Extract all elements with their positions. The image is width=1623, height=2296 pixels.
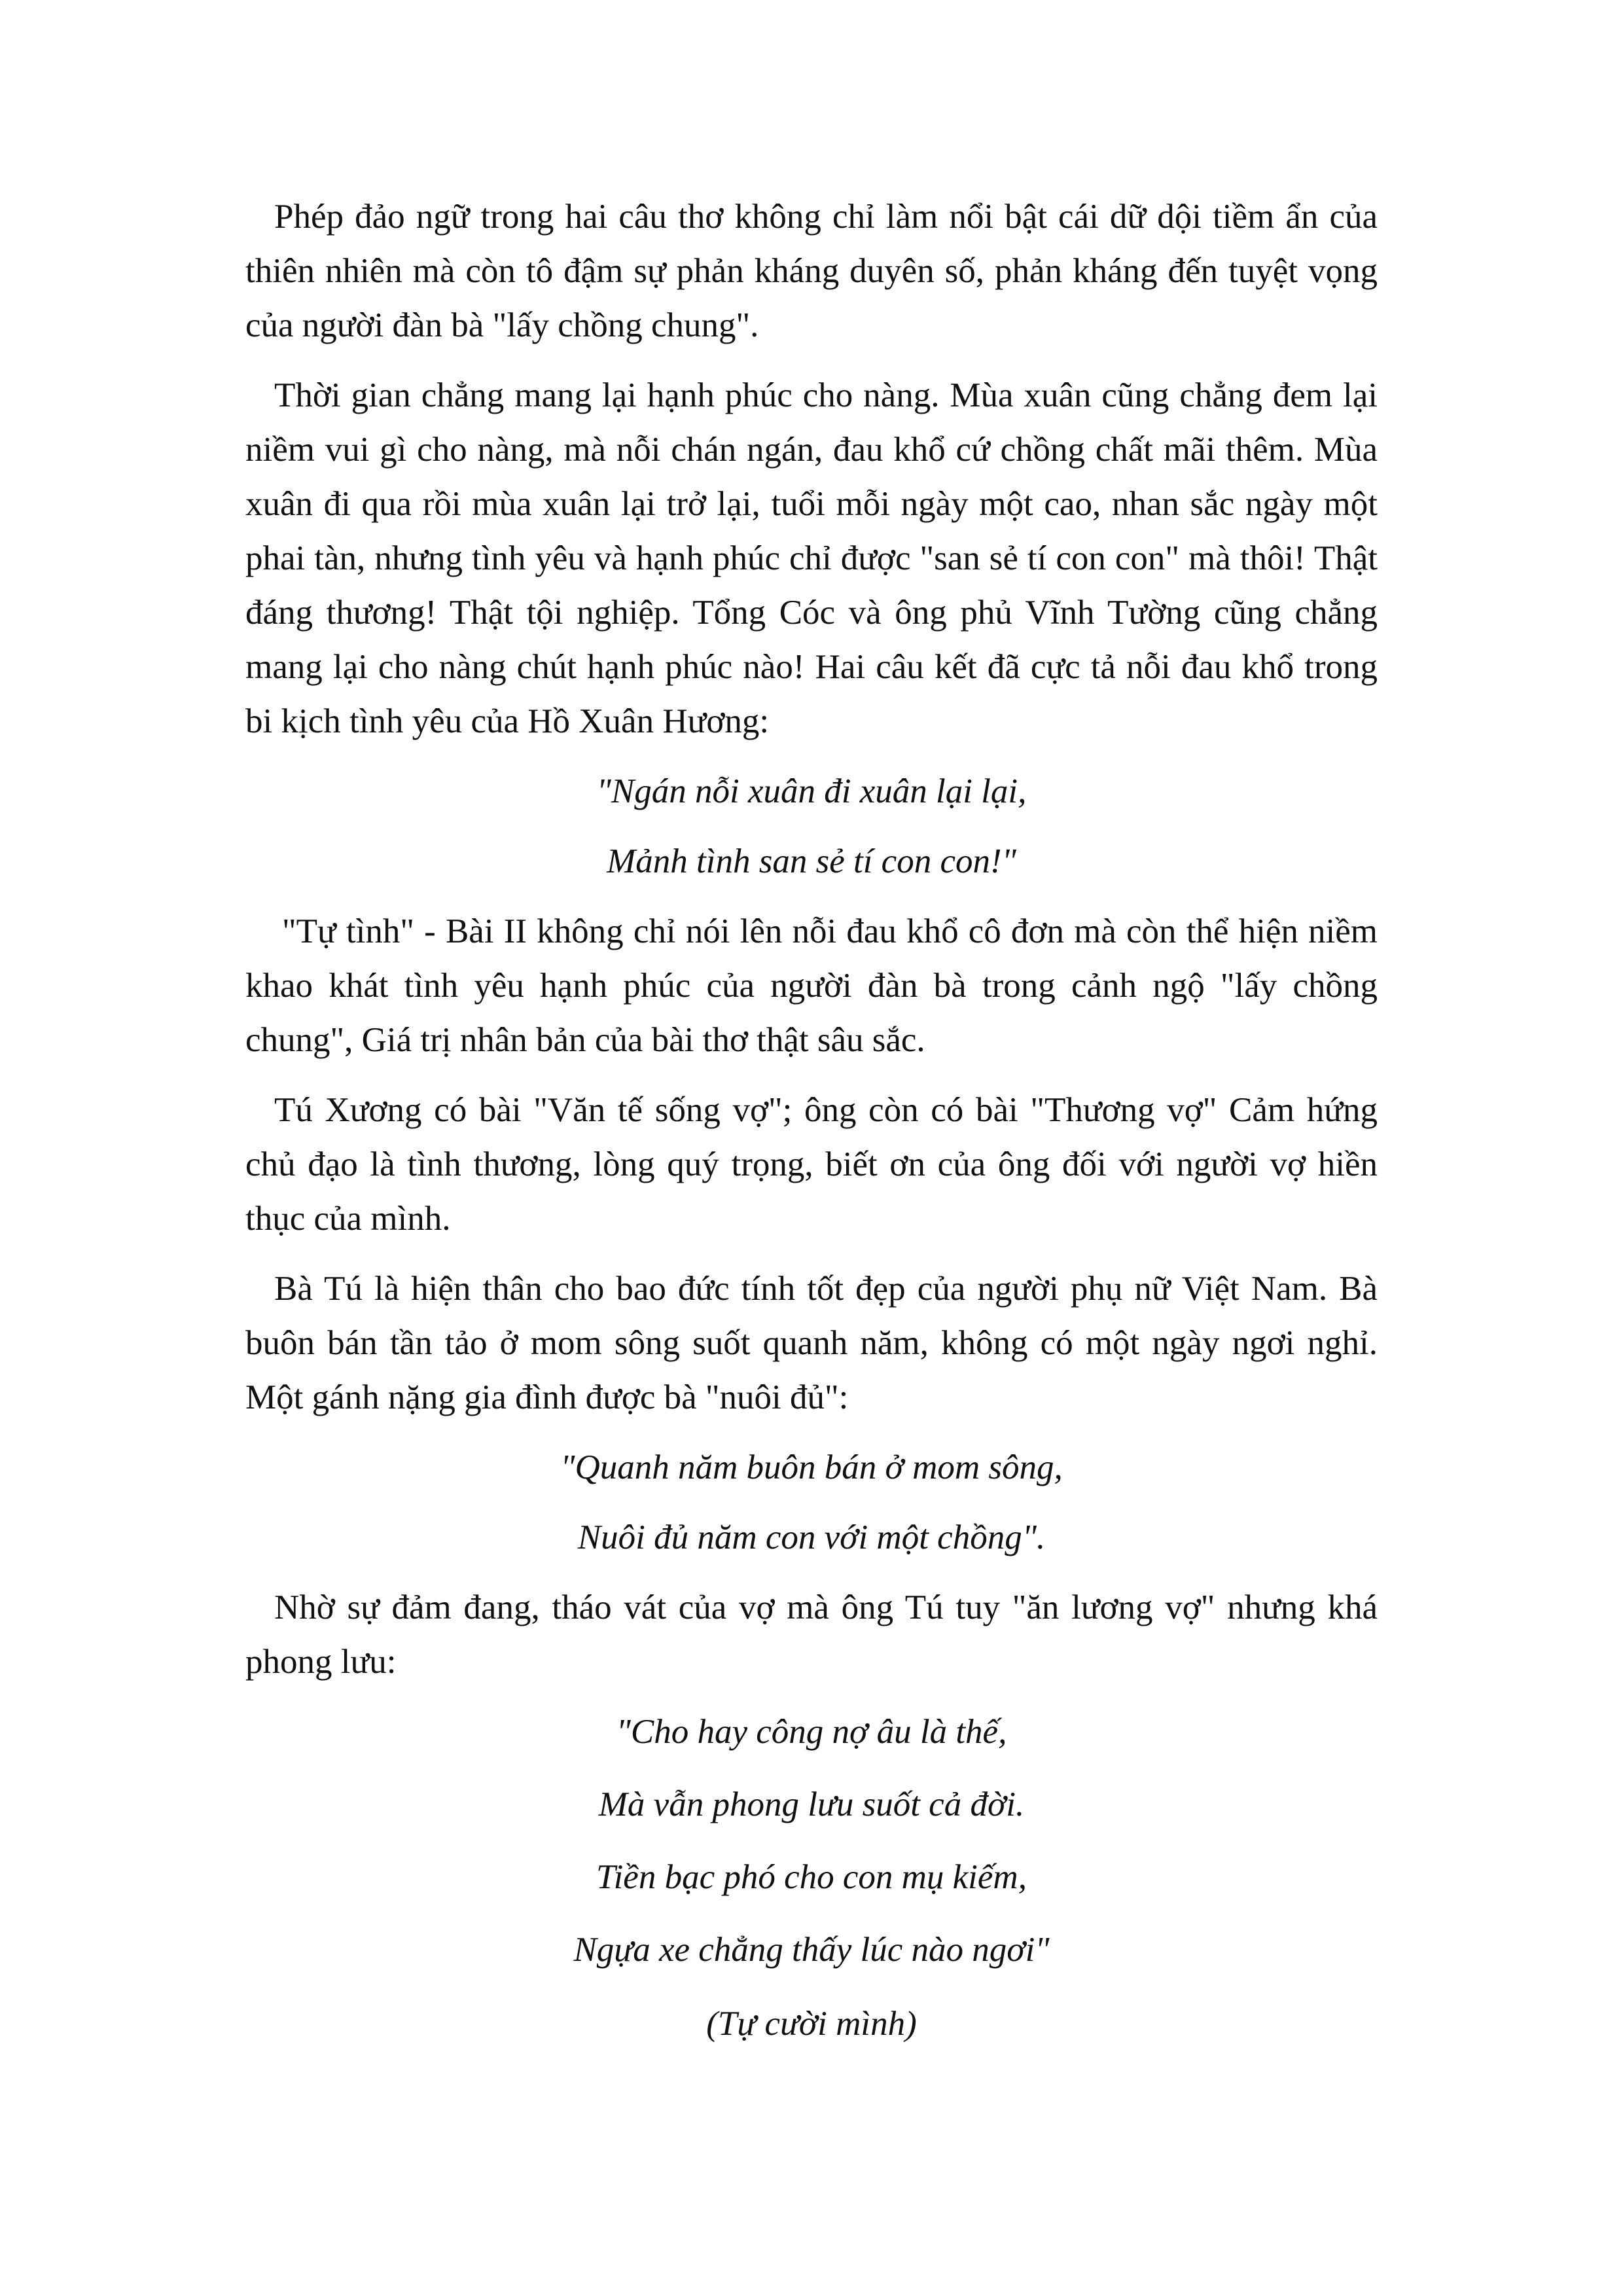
verse-line: Mảnh tình san sẻ tí con con!"	[607, 842, 1016, 880]
paragraph-inversion: Phép đảo ngữ trong hai câu thơ không chỉ làm nổi bật cái dữ dội tiềm ẩn của thiên nhiên mà còn tô đậm sự phản kháng duyên số, phản kháng đến tuyệt vọng của người đàn bà "lấy chồng chung".	[245, 198, 1378, 344]
paragraph-tu-xuong: Tú Xương có bài "Văn tế sống vợ"; ông còn có bài "Thương vợ" Cảm hứng chủ đạo là tình thương, lòng quý trọng, biết ơn của ông đối với người vợ hiền thục của mình.	[245, 1091, 1378, 1238]
verse-line: Nuôi đủ năm con với một chồng".	[577, 1518, 1046, 1556]
paragraph-tu-tinh: "Tự tình" - Bài II không chỉ nói lên nỗi đau khổ cô đơn mà còn thể hiện niềm khao khát tình yêu hạnh phúc của người đàn bà trong cảnh ngộ "lấy chồng chung", Giá trị nhân bản của bài thơ thật sâu sắc.	[245, 912, 1378, 1059]
verse-thuong-vo	[245, 1441, 1378, 1565]
verse-line: "Ngán nỗi xuân đi xuân lại lại,	[596, 772, 1027, 810]
verse-line: Ngựa xe chẳng thấy lúc nào ngơi"	[573, 1931, 1050, 1969]
verse-line: "Cho hay công nợ âu là thế,	[616, 1713, 1007, 1751]
verse-line: Tiền bạc phó cho con mụ kiếm,	[596, 1858, 1027, 1896]
verse-source: (Tự cười mình)	[706, 2005, 917, 2043]
verse-xuan-huong	[245, 764, 1378, 889]
paragraph-ba-tu: Bà Tú là hiện thân cho bao đức tính tốt đẹp của người phụ nữ Việt Nam. Bà buôn bán tần tảo ở mom sông suốt quanh năm, không có một ngày ngơi nghỉ. Một gánh nặng gia đình được bà "nuôi đủ":	[245, 1270, 1378, 1416]
verse-tu-cuoi-minh	[245, 1705, 1378, 2051]
verse-line: "Quanh năm buôn bán ở mom sông,	[560, 1448, 1063, 1486]
verse-line: Mà vẫn phong lưu suốt cả đời.	[598, 1785, 1025, 1823]
paragraph-time: Thời gian chẳng mang lại hạnh phúc cho nàng. Mùa xuân cũng chẳng đem lại niềm vui gì cho nàng, mà nỗi chán ngán, đau khổ cứ chồng chất mãi thêm. Mùa xuân đi qua rồi mùa xuân lại trở lại, tuổi mỗi ngày một cao, nhan sắc ngày một phai tàn, nhưng tình yêu và hạnh phúc chỉ được "san sẻ tí con con" mà thôi! Thật đáng thương! Thật tội nghiệp. Tổng Cóc và ông phủ Vĩnh Tường cũng chẳng mang lại cho nàng chút hạnh phúc nào! Hai câu kết đã cực tả nỗi đau khổ trong bi kịch tình yêu của Hồ Xuân Hương:	[245, 376, 1378, 740]
document-body	[245, 190, 1378, 2067]
paragraph-dam-dang: Nhờ sự đảm đang, tháo vát của vợ mà ông Tú tuy "ăn lương vợ" nhưng khá phong lưu:	[245, 1588, 1378, 1681]
